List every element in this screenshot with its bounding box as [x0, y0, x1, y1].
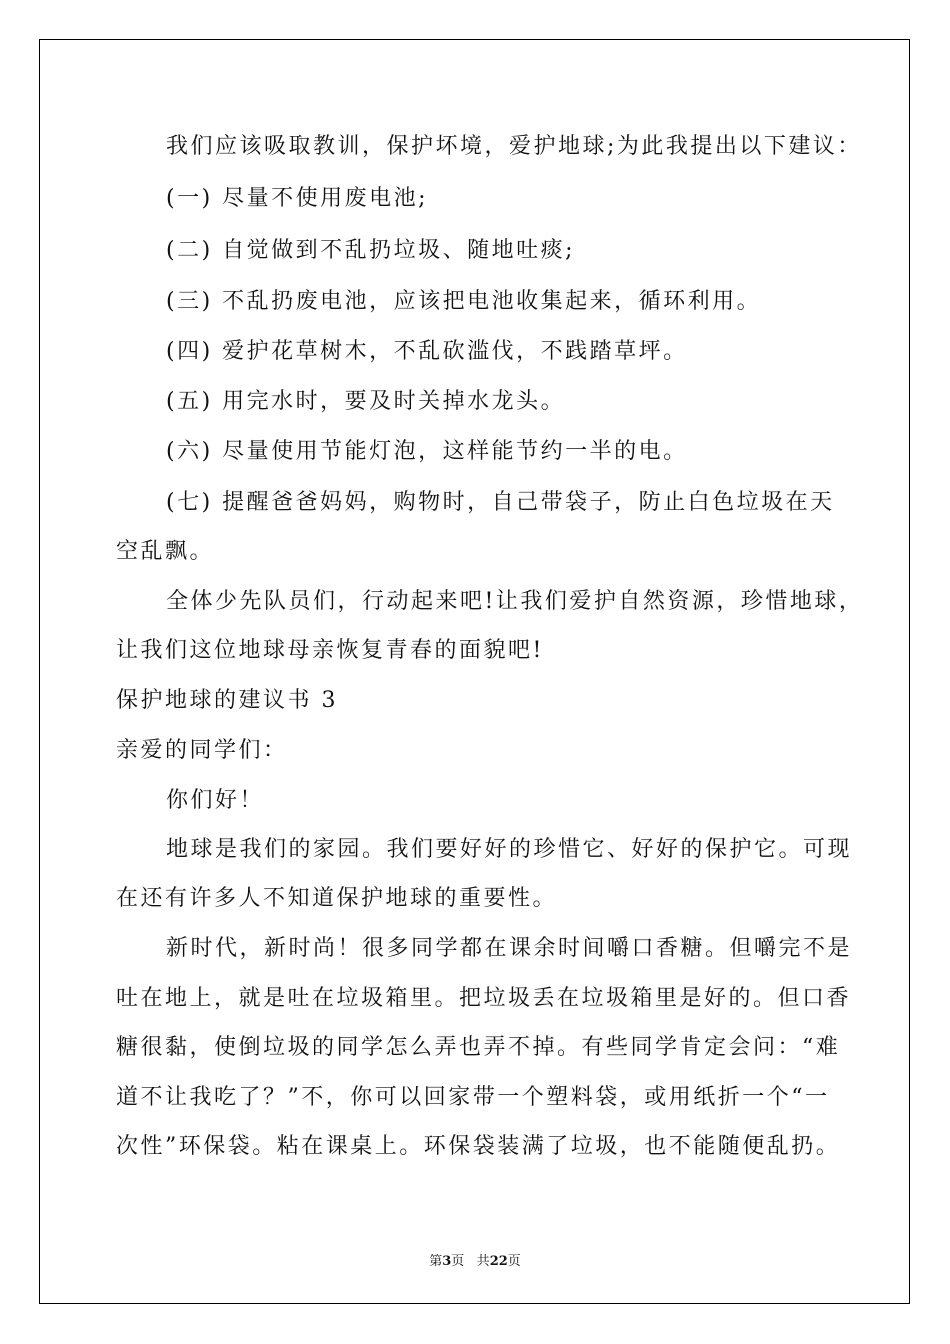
list-item: (五) 用完水时，要及时关掉水龙头。 [166, 389, 566, 414]
page-border [39, 39, 910, 1304]
paragraph-line: 次性”环保袋。粘在课桌上。环保袋装满了垃圾，也不能随便乱扔。 [116, 1134, 841, 1159]
section-heading: 保护地球的建议书 3 [116, 688, 338, 713]
total-page-count: 22 [489, 1254, 508, 1269]
list-item: (一) 尽量不使用废电池; [166, 186, 429, 211]
footer-total-prefix: 共 [476, 1254, 490, 1269]
list-item: (三) 不乱扔废电池，应该把电池收集起来，循环利用。 [166, 289, 762, 314]
list-item: (二) 自觉做到不乱扔垃圾、随地吐痰; [166, 238, 576, 263]
greeting: 你们好！ [166, 788, 265, 813]
paragraph-line: 我们应该吸取教训，保护坏境，爱护地球;为此我提出以下建议： [166, 134, 862, 159]
paragraph-line: 地球是我们的家园。我们要好好的珍惜它、好好的保护它。可现 [166, 837, 853, 862]
list-item: (六) 尽量使用节能灯泡，这样能节约一半的电。 [166, 439, 688, 464]
paragraph-line: 在还有许多人不知道保护地球的重要性。 [116, 886, 558, 911]
paragraph-line: 糖很黏，使倒垃圾的同学怎么弄也弄不掉。有些同学肯定会问：“难 [116, 1035, 841, 1060]
footer-page-suffix: 页 [451, 1254, 465, 1269]
paragraph-line: 新时代，新时尚！很多同学都在课余时间嚼口香糖。但嚼完不是 [166, 936, 853, 961]
paragraph-line: 道不让我吃了？”不，你可以回家带一个塑料袋，或用纸折一个“一 [116, 1085, 830, 1110]
list-item-continuation: 空乱飘。 [116, 539, 215, 564]
footer-prefix: 第 [429, 1254, 443, 1269]
paragraph-line: 全体少先队员们，行动起来吧!让我们爱护自然资源，珍惜地球， [166, 589, 864, 614]
list-item: (七) 提醒爸爸妈妈，购物时，自己带袋子，防止白色垃圾在天 [166, 490, 835, 515]
paragraph-line: 吐在地上，就是吐在垃圾箱里。把垃圾丢在垃圾箱里是好的。但口香 [116, 986, 852, 1011]
salutation: 亲爱的同学们： [116, 738, 288, 763]
current-page-number: 3 [442, 1254, 452, 1269]
paragraph-line: 让我们这位地球母亲恢复青春的面貌吧! [116, 638, 544, 663]
list-item: (四) 爱护花草树木，不乱砍滥伐，不践踏草坪。 [166, 339, 688, 364]
footer-total-suffix: 页 [507, 1254, 521, 1269]
page-footer [0, 1250, 950, 1269]
